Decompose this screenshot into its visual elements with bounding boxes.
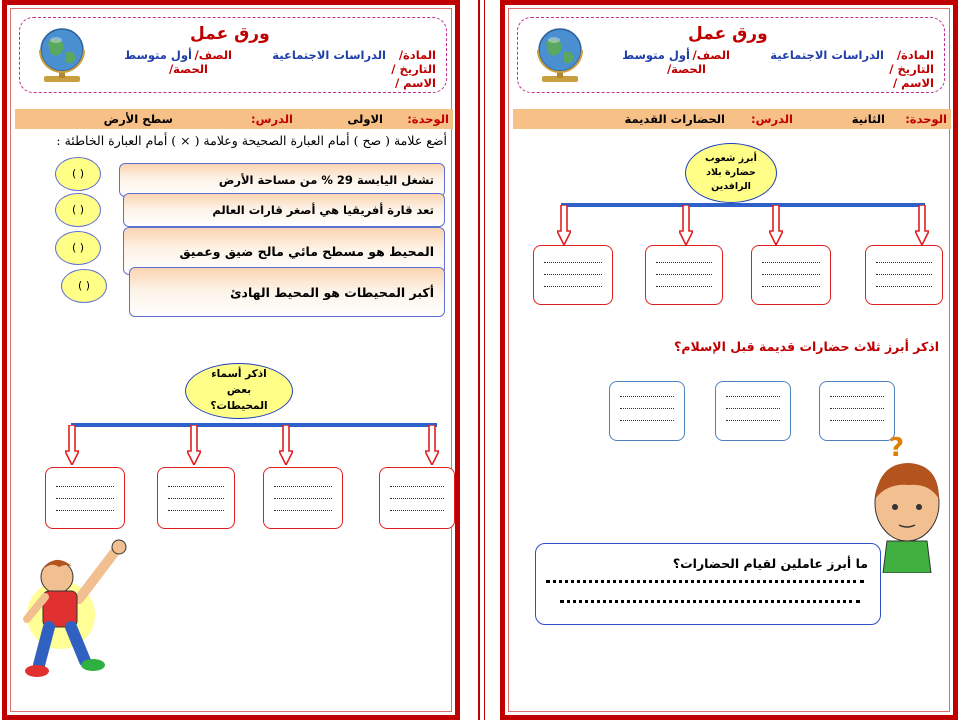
down-arrow-icon (915, 205, 929, 245)
unit-label: الوحدة: (407, 112, 449, 126)
answer-box[interactable] (645, 245, 723, 305)
answer-oval[interactable]: ( ) (55, 231, 101, 265)
concept-bubble: اذكر أسماء بعض المحيطات؟ (185, 363, 293, 419)
worksheet-left (2, 0, 460, 720)
lesson-value: سطح الأرض (103, 112, 173, 126)
worksheet-title: ورق عمل (688, 24, 768, 44)
date-label: التاريخ / (889, 62, 934, 76)
class-value: أول متوسط (124, 48, 192, 62)
class-value: أول متوسط (622, 48, 690, 62)
question-civilizations: اذكر أبرز ثلاث حضارات قديمة قبل الإسلام؟ (674, 339, 939, 354)
period-label: الحصة/ (666, 62, 706, 76)
class-label: الصف/ (194, 48, 232, 62)
down-arrow-icon (679, 205, 693, 245)
globe-icon (532, 24, 588, 86)
unit-value: الثانية (851, 112, 885, 126)
statement-3: المحيط هو مسطح مائي مالح ضيق وعميق (123, 227, 445, 275)
answer-oval[interactable]: ( ) (55, 157, 101, 191)
answer-oval[interactable]: ( ) (55, 193, 101, 227)
name-label: الاسم / (892, 76, 934, 90)
lesson-label: الدرس: (251, 112, 293, 126)
down-arrow-icon (279, 425, 293, 465)
answer-box[interactable] (263, 467, 343, 529)
down-arrow-icon (65, 425, 79, 465)
lesson-label: الدرس: (751, 112, 793, 126)
answer-area[interactable] (535, 543, 881, 625)
answer-box[interactable] (157, 467, 235, 529)
answer-oval[interactable]: ( ) (61, 269, 107, 303)
connector-line (71, 423, 437, 427)
statement-2: تعد قارة أفريقيا هي أصغر قارات العالم (123, 193, 445, 227)
answer-box[interactable] (609, 381, 685, 441)
answer-box[interactable] (715, 381, 791, 441)
subject-value: الدراسات الاجتماعية (770, 48, 884, 62)
unit-bar-right (513, 109, 951, 129)
unit-value: الاولى (347, 112, 383, 126)
answer-box[interactable] (751, 245, 831, 305)
worksheet-right (500, 0, 958, 720)
name-label: الاسم / (394, 76, 436, 90)
subject-label: المادة/ (398, 48, 436, 62)
period-label: الحصة/ (168, 62, 208, 76)
answer-box[interactable] (379, 467, 455, 529)
down-arrow-icon (187, 425, 201, 465)
down-arrow-icon (557, 205, 571, 245)
unit-bar-left (15, 109, 453, 129)
pointing-boy-illustration (13, 535, 133, 685)
header-right (517, 17, 945, 93)
class-label: الصف/ (692, 48, 730, 62)
worksheet-title: ورق عمل (190, 24, 270, 44)
answer-box[interactable] (819, 381, 895, 441)
statement-4: أكبر المحيطات هو المحيط الهادئ (129, 267, 445, 317)
date-label: التاريخ / (391, 62, 436, 76)
answer-box[interactable] (533, 245, 613, 305)
subject-label: المادة/ (896, 48, 934, 62)
globe-icon (34, 24, 90, 86)
connector-line (561, 203, 925, 207)
instruction-text: أضع علامة ( صح ) أمام العبارة الصحيحة وعلامة ( × ) أمام العبارة الخاطئة : (56, 133, 447, 148)
answer-box[interactable] (45, 467, 125, 529)
page-divider (478, 0, 480, 720)
page-divider-inner (484, 0, 485, 720)
unit-label: الوحدة: (905, 112, 947, 126)
down-arrow-icon (769, 205, 783, 245)
question-mark-icon: ? (889, 433, 905, 463)
subject-value: الدراسات الاجتماعية (272, 48, 386, 62)
question-factors: ما أبرز عاملين لقيام الحضارات؟ (672, 556, 868, 571)
down-arrow-icon (425, 425, 439, 465)
statement-1: تشغل اليابسة 29 % من مساحة الأرض (119, 163, 445, 197)
concept-bubble: أبرز شعوب حضارة بلاد الرافدين (685, 143, 777, 203)
answer-box[interactable] (865, 245, 943, 305)
lesson-value: الحضارات القديمة (624, 112, 725, 126)
header-left (19, 17, 447, 93)
